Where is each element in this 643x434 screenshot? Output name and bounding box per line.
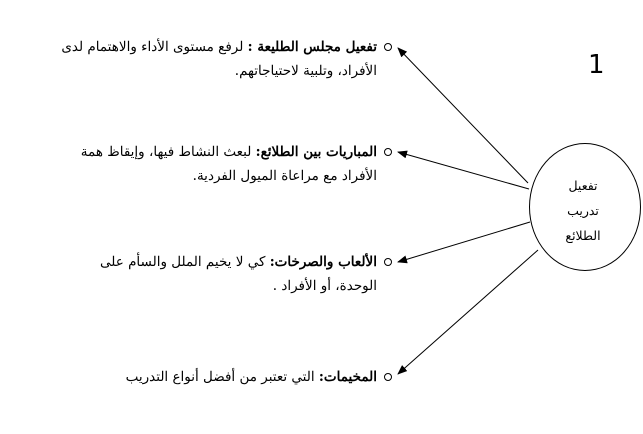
bullet-icon: [384, 148, 392, 156]
item-3-line-1: [37, 250, 377, 274]
item-4-title: المخيمات:: [318, 369, 377, 385]
item-2-title: المباريات بين الطلائع:: [255, 144, 377, 160]
item-2-line-1: [37, 140, 377, 164]
bullet-icon: [384, 373, 392, 381]
item-1: [37, 35, 377, 83]
bullet-icon: [384, 258, 392, 266]
item-4-text: التي تعتبر من أفضل أنواع التدريب: [125, 369, 319, 385]
hub-label: [545, 173, 621, 248]
item-4-line-1: [37, 365, 377, 389]
item-1-title: تفعيل مجلس الطليعة :: [247, 39, 377, 55]
item-1-line-1: [37, 35, 377, 59]
arrow-to-item-4: [398, 250, 538, 374]
item-3-text: كي لا يخيم الملل والسأم على: [100, 254, 270, 270]
item-2: [37, 140, 377, 188]
hub-label-line-1: تفعيل: [568, 178, 598, 193]
arrow-to-item-2: [398, 152, 529, 189]
item-3: [37, 250, 377, 298]
arrow-to-item-3: [398, 222, 530, 262]
bullet-icon: [384, 43, 392, 51]
item-3-title: الألعاب والصرخات:: [269, 254, 377, 270]
page-number: 1: [588, 50, 605, 80]
item-4: [37, 365, 377, 389]
hub-label-line-3: الطلائع: [565, 228, 601, 243]
item-3-line-2: الوحدة، أو الأفراد .: [272, 278, 377, 294]
item-1-line-2: الأفراد، وتلبية لاحتياجاتهم.: [234, 63, 377, 79]
arrow-to-item-1: [398, 48, 528, 183]
item-1-text: لرفع مستوى الأداء والاهتمام لدى: [61, 39, 248, 55]
item-2-text: لبعث النشاط فيها، وإيقاظ همة: [80, 144, 256, 160]
item-2-line-2: الأفراد مع مراعاة الميول الفردية.: [192, 168, 377, 184]
hub-label-line-2: تدريب: [567, 203, 599, 218]
